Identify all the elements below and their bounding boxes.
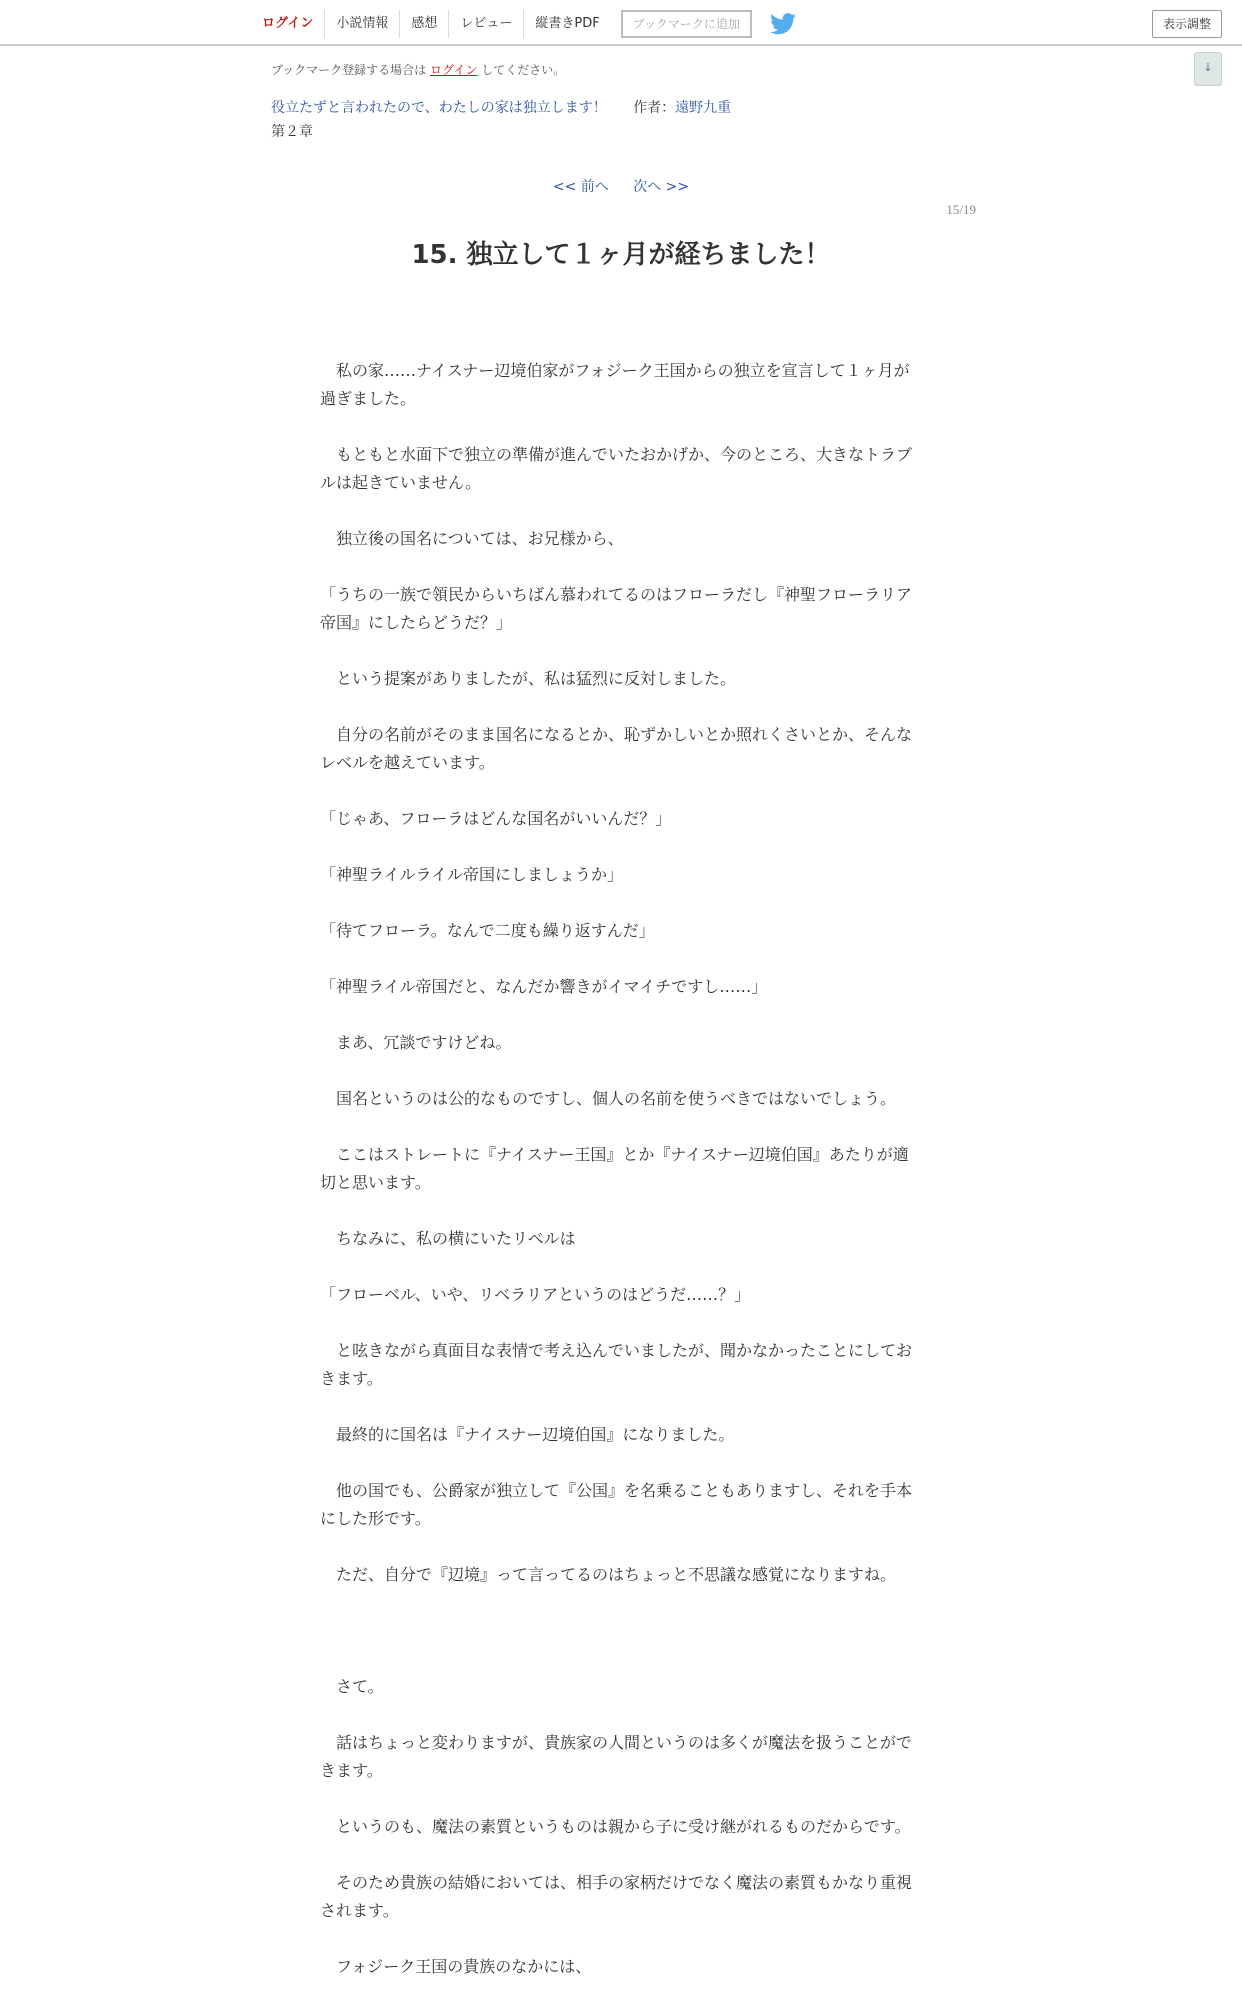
prev-episode-link[interactable]: << 前へ bbox=[552, 179, 609, 195]
next-episode-link[interactable]: 次へ >> bbox=[633, 179, 690, 195]
novel-header bbox=[271, 97, 731, 117]
impressions-link[interactable]: 感想 bbox=[399, 10, 448, 38]
episode-number: 15/19 bbox=[946, 202, 976, 217]
chapter-title: 第２章 bbox=[271, 124, 313, 140]
novel-info-link[interactable]: 小説情報 bbox=[324, 10, 399, 38]
novel-title-link[interactable]: 役立たずと言われたので、わたしの家は独立します！ bbox=[271, 100, 607, 116]
body-paragraph: ちなみに、私の横にいたリベルは bbox=[320, 1229, 576, 1248]
twitter-icon[interactable] bbox=[770, 13, 796, 35]
body-paragraph: ただ、自分で『辺境』って言ってるのはちょっと不思議な感覚になりますね。 bbox=[320, 1565, 897, 1584]
body-paragraph: さて。 bbox=[320, 1677, 384, 1696]
body-paragraph: 独立後の国名については、お兄様から、 bbox=[320, 529, 624, 548]
body-paragraph: フォジーク王国の貴族のなかには、 bbox=[320, 1957, 592, 1976]
bookmark-note-after: してください。 bbox=[481, 63, 566, 77]
body-paragraph: 他の国でも、公爵家が独立して『公国』を名乗ることもありますし、それを手本にした形です。 bbox=[320, 1481, 913, 1528]
body-paragraph: という提案がありましたが、私は猛烈に反対しました。 bbox=[320, 669, 737, 688]
login-link[interactable]: ログイン bbox=[262, 16, 314, 31]
body-paragraph: 「じゃあ、フローラはどんな国名がいいんだ？」 bbox=[320, 809, 672, 828]
bookmark-note-before: ブックマーク登録する場合は bbox=[271, 63, 427, 77]
episode-title: 15. 独立して１ヶ月が経ちました！ bbox=[411, 240, 831, 270]
episode-pager bbox=[0, 176, 1242, 196]
body-paragraph: ここはストレートに『ナイスナー王国』とか『ナイスナー辺境伯国』あたりが適切と思います。 bbox=[320, 1145, 909, 1192]
header-nav bbox=[252, 10, 796, 38]
body-paragraph: そのため貴族の結婚においては、相手の家柄だけでなく魔法の素質もかなり重視されます。 bbox=[320, 1873, 913, 1920]
add-bookmark-button[interactable]: ブックマークに追加 bbox=[621, 10, 752, 38]
author-link[interactable]: 遠野九重 bbox=[675, 100, 732, 116]
body-paragraph: 最終的に国名は『ナイスナー辺境伯国』になりました。 bbox=[320, 1425, 735, 1444]
body-paragraph: 話はちょっと変わりますが、貴族家の人間というのは多くが魔法を扱うことができます。 bbox=[320, 1733, 913, 1780]
body-paragraph: 「フローベル、いや、リベラリアというのはどうだ……？」 bbox=[320, 1285, 751, 1304]
body-paragraph: 「うちの一族で領民からいちばん慕われてるのはフローラだし『神聖フローラリア帝国』にしたらどうだ？」 bbox=[320, 585, 913, 632]
display-settings-button[interactable]: 表示調整 bbox=[1152, 10, 1222, 38]
body-paragraph: まあ、冗談ですけどね。 bbox=[320, 1033, 512, 1052]
vertical-pdf-link[interactable]: 縦書きPDF bbox=[523, 10, 610, 38]
body-paragraph: 私の家……ナイスナー辺境伯家がフォジーク王国からの独立を宣言して１ヶ月が過ぎました。 bbox=[320, 361, 910, 408]
bookmark-note bbox=[271, 61, 565, 78]
novel-body bbox=[320, 357, 920, 1981]
body-paragraph: というのも、魔法の素質というものは親から子に受け継がれるものだからです。 bbox=[320, 1817, 911, 1836]
body-paragraph: と呟きながら真面目な表情で考え込んでいましたが、聞かなかったことにしておきます。 bbox=[320, 1341, 913, 1388]
author-label: 作者： bbox=[633, 100, 676, 116]
body-paragraph: 「神聖ライル帝国だと、なんだか響きがイマイチですし……」 bbox=[320, 977, 768, 996]
scroll-down-button[interactable]: ↓ bbox=[1194, 52, 1222, 86]
body-paragraph: 「神聖ライルライル帝国にしましょうか」 bbox=[320, 865, 624, 884]
bookmark-login-link[interactable]: ログイン bbox=[430, 63, 478, 77]
body-paragraph: 自分の名前がそのまま国名になるとか、恥ずかしいとか照れくさいとか、そんなレベルを越えています。 bbox=[320, 725, 913, 772]
body-paragraph: 国名というのは公的なものですし、個人の名前を使うべきではないでしょう。 bbox=[320, 1089, 897, 1108]
review-link[interactable]: レビュー bbox=[448, 10, 523, 38]
top-navigation-bar bbox=[0, 0, 1242, 46]
body-paragraph: もともと水面下で独立の準備が進んでいたおかげか、今のところ、大きなトラブルは起きていません。 bbox=[320, 445, 913, 492]
body-paragraph: 「待てフローラ。なんで二度も繰り返すんだ」 bbox=[320, 921, 655, 940]
